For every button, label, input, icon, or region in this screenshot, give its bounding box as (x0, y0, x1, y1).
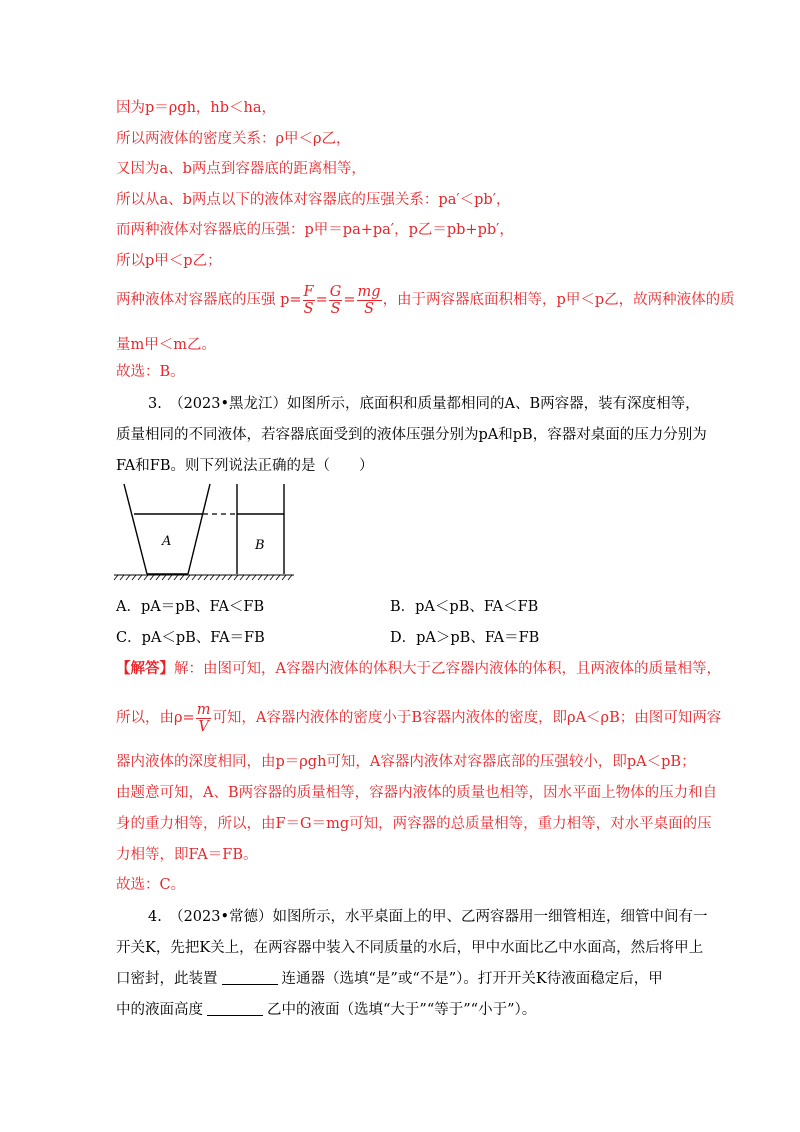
container-a (124, 484, 210, 574)
sol3-line-2: 所以，由ρ= $\frac{m}{V}$ 可知，A容器内液体的密度小于B容器内液体的密度，即ρA＜ρB；由图可知两容 (116, 701, 722, 735)
sol2-line-7: 两种液体对容器底的压强 p= $\frac{F}{S}$ = $\frac{G}{S}$ = $\frac{mg}{S}$ ，由于两容器底面积相等，p甲＜p乙，故两种液体的质 (116, 283, 735, 317)
fraction-mg-over-s: $\frac{mg}{S}$ (357, 283, 381, 317)
sol2-line-5: 而两种液体对容器底的压强：p甲＝pa+pa′，p乙＝pb+pb′， (116, 222, 514, 238)
sol2-line-3: 又因为a、b两点到容器底的距离相等， (116, 161, 366, 177)
q4-line-3: 口密封，此装置 连通器（选填“是”或“不是”）。打开开关K待液面稳定后，甲 (116, 971, 663, 987)
fraction-m-over-v: $\frac{m}{V}$ (196, 701, 211, 735)
sol3-line-1: 【解答】解：由图可知，A容器内液体的体积大于乙容器内液体的体积，且两液体的质量相等， (116, 660, 721, 677)
label-b: B (255, 538, 265, 553)
fraction-g-over-s: $\frac{G}{S}$ (329, 283, 342, 317)
fraction-f-over-s: $\frac{F}{S}$ (303, 283, 314, 317)
sol2-line-7-pre: 两种液体对容器底的压强 p= (116, 292, 302, 308)
ground-hatch (114, 575, 292, 580)
sol2-line-7-post: ，由于两容器底面积相等，p甲＜p乙，故两种液体的质 (382, 292, 735, 308)
label-a: A (162, 534, 172, 549)
q4-line-4: 中的液面高度 乙中的液面（选填“大于”“等于”“小于”）。 (116, 1002, 537, 1018)
q3-line-3: FA和FB。则下列说法正确的是（ ） (116, 458, 374, 474)
sol3-line-6: 力相等，即FA＝FB。 (116, 847, 258, 863)
sol3-line-5: 身的重力相等，所以，由F＝G＝mg可知，两容器的总质量相等，重力相等，对水平桌面的压 (116, 816, 712, 832)
answer-blank-2[interactable] (207, 1001, 263, 1016)
sol2-line-1: 因为p＝ρgh，hb＜ha， (116, 100, 277, 116)
container-b (237, 484, 284, 574)
q4-line-1: 4. （2023•常德）如图所示，水平桌面上的甲、乙两容器用一细管相连，细管中间有一 (148, 909, 708, 925)
q3-container-figure (110, 482, 300, 582)
q3-option-c: C．pA＜pB、FA＝FB (116, 630, 265, 646)
q3-line-1: 3. （2023•黑龙江）如图所示，底面积和质量都相同的A、B两容器，装有深度相等， (148, 396, 700, 412)
sol2-line-4: 所以从a、b两点以下的液体对容器底的压强关系：pa′＜pb′， (116, 192, 511, 208)
q3-option-a: A．pA＝pB、FA＜FB (116, 599, 265, 615)
q3-option-b: B．pA＜pB、FA＜FB (390, 599, 539, 615)
sol2-answer: 故选：B。 (116, 364, 185, 380)
answer-blank-1[interactable] (222, 970, 278, 985)
sol2-line-8: 量m甲＜m乙。 (116, 337, 216, 353)
sol2-line-2: 所以两液体的密度关系：ρ甲＜ρ乙， (116, 131, 351, 147)
sol3-tag: 【解答】 (116, 660, 174, 677)
sol3-line-3: 器内液体的深度相同，由p＝ρgh可知，A容器内液体对容器底部的压强较小，即pA＜pB； (116, 754, 696, 770)
sol3-answer: 故选：C。 (116, 877, 186, 893)
q3-line-2: 质量相同的不同液体，若容器底面受到的液体压强分别为pA和pB，容器对桌面的压力分别为 (116, 427, 707, 443)
sol2-line-6: 所以p甲＜p乙； (116, 253, 222, 269)
sol3-line-4: 由题意可知，A、B两容器的质量相等，容器内液体的质量也相等，因水平面上物体的压力和自 (116, 785, 718, 801)
q4-line-2: 开关K，先把K关上，在两容器中装入不同质量的水后，甲中水面比乙中水面高，然后将甲上 (116, 940, 704, 956)
q3-option-d: D．pA＞pB、FA＝FB (390, 630, 540, 646)
